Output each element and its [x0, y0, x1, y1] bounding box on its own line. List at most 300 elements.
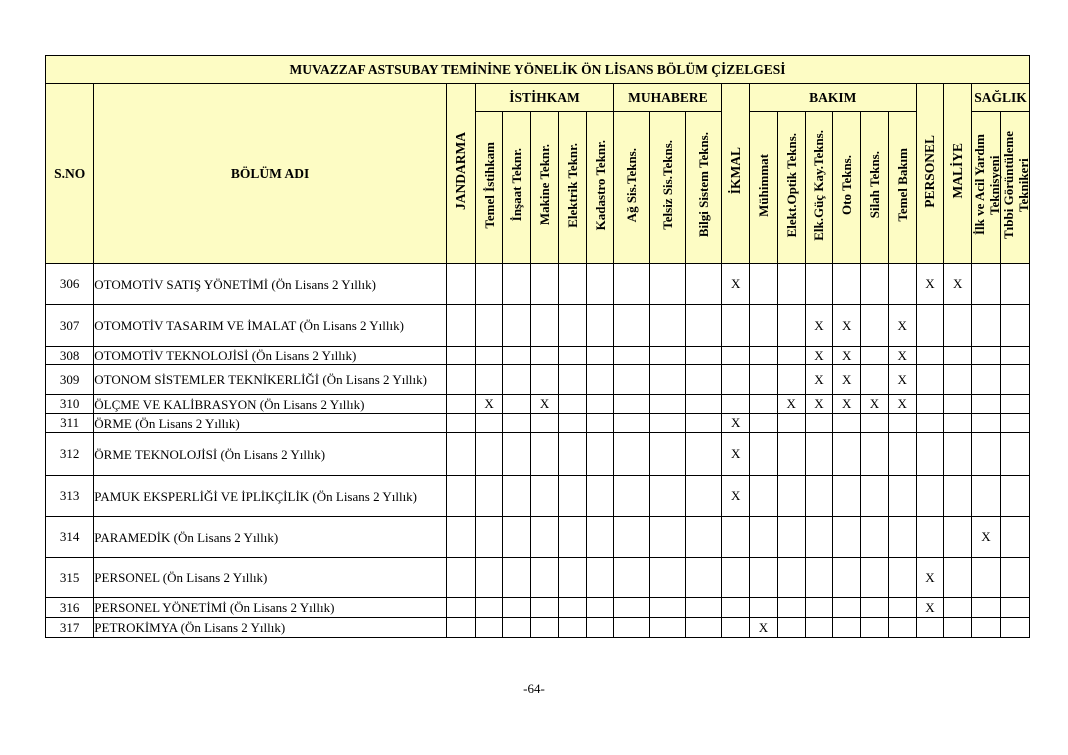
col-tibbi-goruntuleme: Tıbbi Görüntüleme Teknikeri [1000, 112, 1029, 264]
empty-cell [861, 618, 889, 638]
empty-cell [722, 395, 750, 414]
mark-cell: X [916, 264, 944, 305]
empty-cell [686, 365, 722, 395]
empty-cell [916, 395, 944, 414]
empty-cell [1000, 598, 1029, 618]
empty-cell [805, 558, 833, 598]
empty-cell [686, 618, 722, 638]
empty-cell [972, 598, 1001, 618]
empty-cell [833, 433, 861, 476]
mark-cell: X [888, 305, 916, 347]
col-temel-istihkam: Temel İstihkam [475, 112, 503, 264]
empty-cell [686, 517, 722, 558]
empty-cell [972, 558, 1001, 598]
table-row [46, 414, 1030, 433]
empty-cell [972, 433, 1001, 476]
table-title: MUVAZZAF ASTSUBAY TEMİNİNE YÖNELİK ÖN LİSANS BÖLÜM ÇİZELGESİ [46, 56, 1030, 84]
col-maliye: MALİYE [944, 84, 972, 264]
empty-cell [805, 414, 833, 433]
empty-cell [833, 517, 861, 558]
table-header [46, 56, 1030, 264]
empty-cell [475, 618, 503, 638]
empty-cell [777, 476, 805, 517]
empty-cell [686, 264, 722, 305]
group-saglik: SAĞLIK [972, 84, 1030, 112]
empty-cell [944, 618, 972, 638]
empty-cell [722, 517, 750, 558]
empty-cell [558, 305, 586, 347]
empty-cell [614, 365, 650, 395]
mark-cell: X [777, 395, 805, 414]
empty-cell [944, 476, 972, 517]
empty-cell [475, 558, 503, 598]
empty-cell [475, 517, 503, 558]
empty-cell [686, 433, 722, 476]
mark-cell: X [805, 347, 833, 365]
empty-cell [446, 414, 475, 433]
empty-cell [475, 264, 503, 305]
empty-cell [650, 618, 686, 638]
empty-cell [777, 618, 805, 638]
empty-cell [888, 433, 916, 476]
mark-cell: X [916, 558, 944, 598]
empty-cell [558, 414, 586, 433]
empty-cell [614, 264, 650, 305]
empty-cell [686, 347, 722, 365]
empty-cell [531, 558, 559, 598]
empty-cell [446, 517, 475, 558]
empty-cell [650, 305, 686, 347]
empty-cell [650, 395, 686, 414]
empty-cell [614, 618, 650, 638]
empty-cell [503, 476, 531, 517]
empty-cell [614, 395, 650, 414]
mark-cell: X [861, 395, 889, 414]
empty-cell [614, 414, 650, 433]
empty-cell [750, 476, 778, 517]
empty-cell [805, 517, 833, 558]
table-row [46, 347, 1030, 365]
empty-cell [614, 433, 650, 476]
empty-cell [722, 305, 750, 347]
empty-cell [446, 476, 475, 517]
empty-cell [1000, 476, 1029, 517]
empty-cell [833, 414, 861, 433]
empty-cell [861, 433, 889, 476]
empty-cell [972, 476, 1001, 517]
row-name: OTOMOTİV TEKNOLOJİSİ (Ön Lisans 2 Yıllık) [94, 347, 447, 365]
row-name: OTOMOTİV SATIŞ YÖNETİMİ (Ön Lisans 2 Yıllık) [94, 264, 447, 305]
empty-cell [475, 305, 503, 347]
row-number: 307 [46, 305, 94, 347]
col-elektrik-teknr: Elektrik Teknr. [558, 112, 586, 264]
empty-cell [686, 598, 722, 618]
mark-cell: X [916, 598, 944, 618]
col-ilk-acil-yardim: İlk ve Acil Yardım Teknisyeni [972, 112, 1001, 264]
mark-cell: X [722, 414, 750, 433]
col-silah-tekns: Silah Tekns. [861, 112, 889, 264]
empty-cell [614, 558, 650, 598]
empty-cell [944, 414, 972, 433]
table-row [46, 476, 1030, 517]
col-insaat-teknr: İnşaat Teknr. [503, 112, 531, 264]
empty-cell [614, 476, 650, 517]
empty-cell [531, 517, 559, 558]
mark-cell: X [972, 517, 1001, 558]
empty-cell [650, 517, 686, 558]
row-number: 316 [46, 598, 94, 618]
empty-cell [777, 365, 805, 395]
empty-cell [1000, 305, 1029, 347]
empty-cell [650, 558, 686, 598]
empty-cell [1000, 414, 1029, 433]
row-number: 313 [46, 476, 94, 517]
col-personel: PERSONEL [916, 84, 944, 264]
empty-cell [446, 558, 475, 598]
empty-cell [586, 558, 614, 598]
empty-cell [972, 305, 1001, 347]
table-row [46, 517, 1030, 558]
empty-cell [531, 305, 559, 347]
empty-cell [558, 264, 586, 305]
empty-cell [861, 517, 889, 558]
empty-cell [861, 558, 889, 598]
empty-cell [503, 347, 531, 365]
empty-cell [750, 347, 778, 365]
empty-cell [650, 347, 686, 365]
empty-cell [777, 347, 805, 365]
empty-cell [888, 618, 916, 638]
col-bilgi-sistem-tekns: Bilgi Sistem Tekns. [686, 112, 722, 264]
empty-cell [586, 433, 614, 476]
mark-cell: X [475, 395, 503, 414]
empty-cell [531, 618, 559, 638]
empty-cell [888, 476, 916, 517]
row-number: 309 [46, 365, 94, 395]
empty-cell [503, 558, 531, 598]
empty-cell [586, 347, 614, 365]
empty-cell [475, 414, 503, 433]
empty-cell [944, 365, 972, 395]
row-number: 306 [46, 264, 94, 305]
empty-cell [750, 395, 778, 414]
empty-cell [503, 598, 531, 618]
empty-cell [586, 305, 614, 347]
empty-cell [777, 414, 805, 433]
empty-cell [650, 414, 686, 433]
sno-header: S.NO [46, 84, 94, 264]
mark-cell: X [722, 476, 750, 517]
empty-cell [503, 414, 531, 433]
col-makine-teknr: Makine Teknr. [531, 112, 559, 264]
row-number: 311 [46, 414, 94, 433]
empty-cell [586, 264, 614, 305]
col-elk-guc-kay-tekns: Elk.Güç Kay.Tekns. [805, 112, 833, 264]
group-bakim: BAKIM [750, 84, 917, 112]
empty-cell [503, 365, 531, 395]
empty-cell [586, 414, 614, 433]
group-istihkam: İSTİHKAM [475, 84, 614, 112]
empty-cell [475, 347, 503, 365]
empty-cell [686, 414, 722, 433]
col-ag-sis-tekns: Ağ Sis.Tekns. [614, 112, 650, 264]
mark-cell: X [833, 365, 861, 395]
empty-cell [1000, 558, 1029, 598]
col-temel-bakim: Temel Bakım [888, 112, 916, 264]
empty-cell [750, 598, 778, 618]
empty-cell [916, 347, 944, 365]
table-row [46, 264, 1030, 305]
empty-cell [750, 264, 778, 305]
empty-cell [777, 598, 805, 618]
empty-cell [446, 618, 475, 638]
group-muhabere: MUHABERE [614, 84, 722, 112]
empty-cell [916, 517, 944, 558]
table-row [46, 598, 1030, 618]
row-name: OTONOM SİSTEMLER TEKNİKERLİĞİ (Ön Lisans 2 Yıllık) [94, 365, 447, 395]
empty-cell [531, 598, 559, 618]
empty-cell [1000, 347, 1029, 365]
empty-cell [972, 618, 1001, 638]
empty-cell [805, 433, 833, 476]
empty-cell [650, 264, 686, 305]
empty-cell [614, 305, 650, 347]
empty-cell [861, 365, 889, 395]
empty-cell [944, 517, 972, 558]
mark-cell: X [805, 395, 833, 414]
empty-cell [722, 618, 750, 638]
empty-cell [558, 476, 586, 517]
col-elekt-optik-tekns: Elekt.Optik Tekns. [777, 112, 805, 264]
row-number: 315 [46, 558, 94, 598]
empty-cell [1000, 264, 1029, 305]
mark-cell: X [888, 365, 916, 395]
mark-cell: X [805, 305, 833, 347]
row-name: PETROKİMYA (Ön Lisans 2 Yıllık) [94, 618, 447, 638]
empty-cell [686, 476, 722, 517]
empty-cell [777, 305, 805, 347]
table-row [46, 618, 1030, 638]
row-number: 314 [46, 517, 94, 558]
page-number: -64- [523, 681, 545, 696]
empty-cell [586, 517, 614, 558]
empty-cell [650, 433, 686, 476]
col-kadastro-teknr: Kadastro Teknr. [586, 112, 614, 264]
empty-cell [1000, 433, 1029, 476]
empty-cell [503, 433, 531, 476]
department-table [45, 55, 1030, 638]
empty-cell [861, 414, 889, 433]
empty-cell [805, 618, 833, 638]
empty-cell [475, 476, 503, 517]
mark-cell: X [531, 395, 559, 414]
empty-cell [531, 433, 559, 476]
empty-cell [446, 305, 475, 347]
empty-cell [686, 395, 722, 414]
row-name: PERSONEL YÖNETİMİ (Ön Lisans 2 Yıllık) [94, 598, 447, 618]
empty-cell [972, 264, 1001, 305]
empty-cell [1000, 395, 1029, 414]
row-name: ÖRME TEKNOLOJİSİ (Ön Lisans 2 Yıllık) [94, 433, 447, 476]
empty-cell [722, 558, 750, 598]
empty-cell [972, 395, 1001, 414]
mark-cell: X [833, 347, 861, 365]
mark-cell: X [833, 305, 861, 347]
empty-cell [750, 305, 778, 347]
empty-cell [777, 558, 805, 598]
col-telsiz-sis-tekns: Telsiz Sis.Tekns. [650, 112, 686, 264]
empty-cell [586, 476, 614, 517]
row-number: 312 [46, 433, 94, 476]
empty-cell [750, 433, 778, 476]
empty-cell [475, 365, 503, 395]
empty-cell [531, 476, 559, 517]
empty-cell [558, 618, 586, 638]
empty-cell [916, 433, 944, 476]
empty-cell [1000, 365, 1029, 395]
empty-cell [750, 365, 778, 395]
empty-cell [475, 433, 503, 476]
empty-cell [531, 365, 559, 395]
table-body [46, 264, 1030, 638]
empty-cell [888, 558, 916, 598]
empty-cell [475, 598, 503, 618]
empty-cell [861, 264, 889, 305]
empty-cell [861, 305, 889, 347]
empty-cell [446, 433, 475, 476]
table-row [46, 395, 1030, 414]
empty-cell [446, 395, 475, 414]
mark-cell: X [722, 264, 750, 305]
table-row [46, 365, 1030, 395]
empty-cell [833, 598, 861, 618]
row-number: 317 [46, 618, 94, 638]
empty-cell [558, 433, 586, 476]
mark-cell: X [888, 347, 916, 365]
mark-cell: X [888, 395, 916, 414]
empty-cell [833, 558, 861, 598]
row-number: 310 [46, 395, 94, 414]
empty-cell [888, 264, 916, 305]
col-ikmal: İKMAL [722, 84, 750, 264]
empty-cell [446, 347, 475, 365]
empty-cell [972, 365, 1001, 395]
empty-cell [586, 598, 614, 618]
empty-cell [558, 347, 586, 365]
row-name: ÖLÇME VE KALİBRASYON (Ön Lisans 2 Yıllık) [94, 395, 447, 414]
row-name: ÖRME (Ön Lisans 2 Yıllık) [94, 414, 447, 433]
empty-cell [1000, 517, 1029, 558]
empty-cell [446, 264, 475, 305]
empty-cell [650, 365, 686, 395]
empty-cell [503, 264, 531, 305]
mark-cell: X [722, 433, 750, 476]
empty-cell [531, 414, 559, 433]
table-row [46, 305, 1030, 347]
empty-cell [446, 598, 475, 618]
empty-cell [531, 347, 559, 365]
empty-cell [614, 598, 650, 618]
empty-cell [750, 517, 778, 558]
row-name: PAMUK EKSPERLİĞİ VE İPLİKÇİLİK (Ön Lisans 2 Yıllık) [94, 476, 447, 517]
empty-cell [446, 365, 475, 395]
empty-cell [650, 598, 686, 618]
table-row [46, 433, 1030, 476]
col-muhimmat: Mühimmat [750, 112, 778, 264]
empty-cell [503, 395, 531, 414]
mark-cell: X [833, 395, 861, 414]
bolum-adi-header: BÖLÜM ADI [94, 84, 447, 264]
empty-cell [916, 476, 944, 517]
row-number: 308 [46, 347, 94, 365]
col-jandarma: JANDARMA [446, 84, 475, 264]
empty-cell [805, 598, 833, 618]
empty-cell [888, 414, 916, 433]
empty-cell [944, 433, 972, 476]
empty-cell [722, 598, 750, 618]
empty-cell [686, 558, 722, 598]
table-row [46, 558, 1030, 598]
empty-cell [944, 305, 972, 347]
empty-cell [916, 618, 944, 638]
mark-cell: X [805, 365, 833, 395]
empty-cell [586, 395, 614, 414]
empty-cell [558, 365, 586, 395]
empty-cell [944, 558, 972, 598]
empty-cell [861, 476, 889, 517]
empty-cell [750, 414, 778, 433]
empty-cell [650, 476, 686, 517]
empty-cell [722, 365, 750, 395]
empty-cell [586, 618, 614, 638]
mark-cell: X [944, 264, 972, 305]
empty-cell [614, 517, 650, 558]
empty-cell [916, 305, 944, 347]
col-oto-tekns: Oto Tekns. [833, 112, 861, 264]
empty-cell [805, 476, 833, 517]
empty-cell [686, 305, 722, 347]
empty-cell [777, 517, 805, 558]
empty-cell [1000, 618, 1029, 638]
mark-cell: X [750, 618, 778, 638]
row-name: OTOMOTİV TASARIM VE İMALAT (Ön Lisans 2 Yıllık) [94, 305, 447, 347]
empty-cell [503, 305, 531, 347]
empty-cell [558, 558, 586, 598]
empty-cell [531, 264, 559, 305]
empty-cell [558, 395, 586, 414]
empty-cell [944, 395, 972, 414]
empty-cell [833, 264, 861, 305]
empty-cell [861, 347, 889, 365]
row-name: PERSONEL (Ön Lisans 2 Yıllık) [94, 558, 447, 598]
row-name: PARAMEDİK (Ön Lisans 2 Yıllık) [94, 517, 447, 558]
empty-cell [805, 264, 833, 305]
empty-cell [944, 598, 972, 618]
empty-cell [558, 517, 586, 558]
empty-cell [777, 264, 805, 305]
empty-cell [777, 433, 805, 476]
empty-cell [833, 618, 861, 638]
empty-cell [861, 598, 889, 618]
empty-cell [972, 347, 1001, 365]
empty-cell [722, 347, 750, 365]
empty-cell [916, 365, 944, 395]
empty-cell [503, 517, 531, 558]
empty-cell [944, 347, 972, 365]
empty-cell [833, 476, 861, 517]
empty-cell [916, 414, 944, 433]
empty-cell [614, 347, 650, 365]
